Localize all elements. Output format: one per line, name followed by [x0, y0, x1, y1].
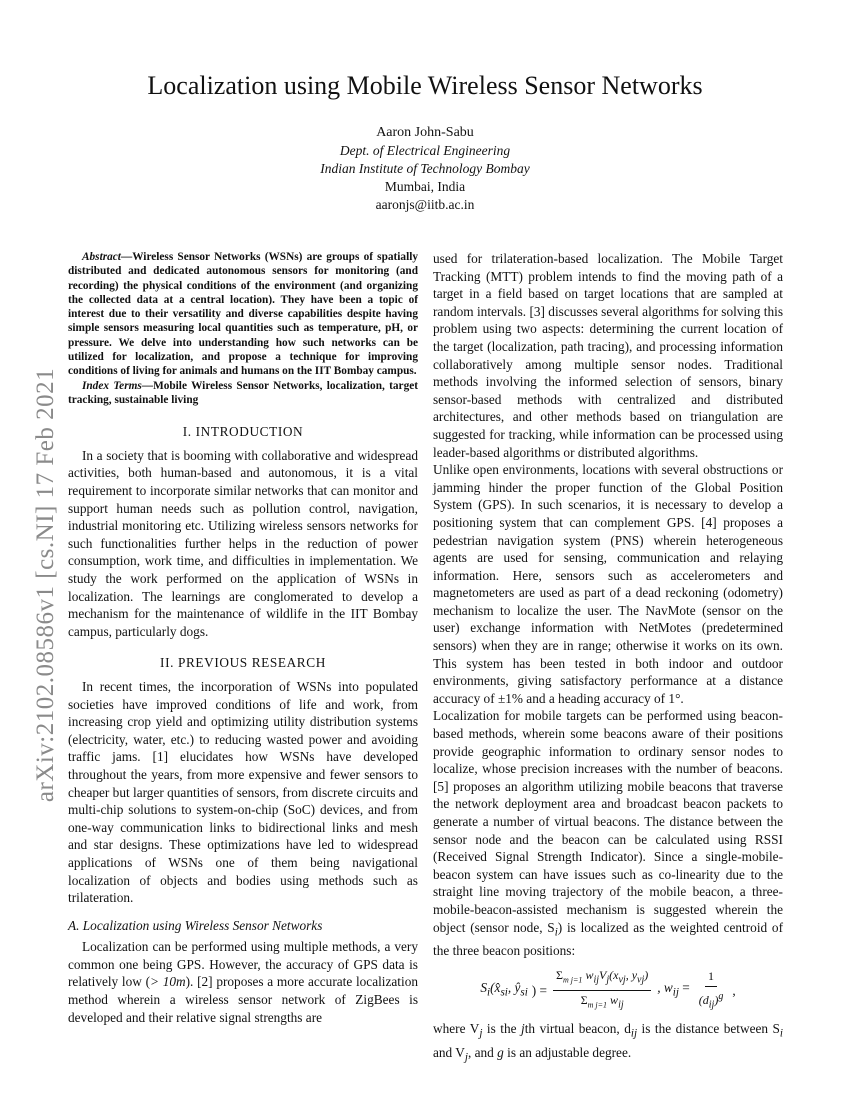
author-department: Dept. of Electrical Engineering — [339, 143, 511, 158]
abstract-lead: Abstract — [82, 251, 121, 263]
section-heading-introduction: I. INTRODUCTION — [182, 424, 304, 440]
beacon-text: Localization for mobile targets can be performed using beacon-based methods, wherein some beacons aware of their positions provide geographic information to ordinary sensor nodes to localize, whose precision increases with the number of beacons. [5] proposes an algorithm utilizing mobile beacons that traverse the network deployment area and broadcast beacon packets to generate a number of virtual beacons. The distance between the sensor node and the beacon can be calculated using RSSI (Received Signal Strength Indicator). Since a single-mobile-beacon system can have issues such as co-linearity due to the straight line moving trajectory of the mobile beacon, a three-mobile-beacon-assisted mechanism is suggested wherein the object (sensor node, S — [433, 708, 783, 935]
author-location: Mumbai, India — [384, 179, 466, 194]
eq-weight-denominator: $(d_{ij})^g$ — [698, 991, 724, 1011]
eq-fraction-weight — [696, 968, 727, 1015]
mtt-paragraph: used for trilateration-based localization. The Mobile Target Tracking (MTT) problem intends to find the moving path of a target in a field based on target locations that are sampled at random intervals. [3] discusses several algorithms for solving this problem using two aspects: determining the current location of the target (localization, path tracing), and processing information collaboratively among multiple sensor nodes. Traditional methods involving the informed selection of sensors, binary sensor-based methods with centralized and distributed architectures, and other methods based on triangulation are suggested for tracking, while information can be processed using leader-based algorithms or distributed algorithms. — [433, 251, 783, 460]
previous-research-paragraph: In recent times, the incorporation of WSNs into populated societies have improved conditions of life and work, from increasing crop yield and optimizing utility distribution systems (electricity, water, etc.) to reducing wasted power and avoiding traffic jams. [1] elucidates how WSNs have developed throughout the years, from more expensive and fewer sensors to cheaper but larger quantities of sensors, from discrete circuits and multi-chip solutions to system-on-chip (SoC) devices, and from one-way communication links to bidirectional links and mesh and star designs. These optimizations have led to widespread applications of WSNs one of them being navigational localization of objects and bodies using methods such as trilateration. — [68, 678, 418, 906]
pns-paragraph: Unlike open environments, locations with several obstructions or jamming hinder the proper function of the Global Position System (GPS). In such scenarios, it is necessary to develop a positioning system that can complement GPS. [4] proposes a pedestrian navigation system (PNS) wherein heterogeneous agents are used for sensing, communication and relaying information. Here, sensors such as accelerometers and magnetometers are used as part of a dead reckoning (odometry) mechanism to localize the user. The NavMote (sensor on the user) exchange information with NetMotes (predetermined sensors) when they are in range; otherwise it works on its own. This system has been tested in both indoor and outdoor environments, giving satisfactory performance at a distance accuracy of ±1% and a heading accuracy of 1°. — [433, 462, 783, 706]
introduction-paragraph: In a society that is booming with collaborative and widespread activities, both human-based and autonomous, it is a vital requirement to incorporate similar networks that can monitor and support human needs such as pollution control, navigation, industrial monitoring etc. Utilizing wireless sensors networks for such functionalities further helps in the reduction of power consumption, work time, and difficulties in implementation. We study the work performed on the application of WSNs in localization. The learnings are conglomerated to develop a mechanism for the maintenance of wildlife in the IIT Bombay campus, particularly dogs. — [68, 447, 418, 639]
eq-weight-def: , $w_{ij}$ = — [657, 980, 690, 999]
author-name: Aaron John-Sabu — [376, 125, 474, 140]
eq-trailing-comma: , — [732, 983, 736, 999]
localization-text-part2: ). [2] proposes a more accurate localization method wherein a wireless sensor network of ZigBees is developed and their relative signal strengths are — [68, 974, 418, 1025]
gps-accuracy-math: > 10m — [150, 974, 186, 990]
eq-equals: ) = — [531, 983, 548, 999]
abstract-text: —Wireless Sensor Networks (WSNs) are groups of spatially distributed and dedicated autonomous sensors for monitoring (and recording) the physical conditions of the environment (and organizing the collected data at a central location). They have been a topic of interest due to their versatility and diverse capabilities despite having simple sensors measuring local quantities such as temperature, pH, or pressure. We delve into understanding how such networks can be utilized for localization, and propose a technique for improving conditions of living for animals and humans on the IIT Bombay campus. — [68, 251, 418, 378]
section-heading-previous-research: II. PREVIOUS RESEARCH — [160, 655, 326, 671]
index-terms-text: —Mobile Wireless Sensor Networks, localization, target tracking, sustainable living — [68, 379, 418, 406]
index-terms — [68, 379, 418, 408]
index-terms-lead: Index Terms — [82, 379, 142, 392]
abstract — [68, 250, 418, 379]
eq-lhs: $S_i(x̂_{si}$, $ŷ_{si}$ — [480, 980, 528, 999]
beacon-paragraph — [433, 707, 783, 959]
paper-title: Localization using Mobile Wireless Sensor Networks — [147, 71, 703, 100]
eq-numerator: $\Sigma_{m j=1}$ $w_{ij}V_j(x_{vj}$, $y_{vj}$) — [553, 967, 651, 991]
localization-text-part1: Localization can be performed using multiple methods, a very common one being GPS. However, the accuracy of GPS data is relatively low ( — [68, 939, 418, 990]
author-email: aaronjs@iitb.ac.in — [375, 197, 475, 212]
localization-paragraph — [68, 938, 418, 1026]
eq-fraction-centroid — [553, 967, 651, 1014]
author-block — [225, 124, 625, 214]
beacon-text-end: ) is localized as the weighted centroid of the three beacon positions: — [433, 919, 783, 958]
eq-denominator: $\Sigma_{m j=1}$ $w_{ij}$ — [580, 993, 624, 1011]
left-column — [68, 250, 418, 1026]
eq-weight-numerator: 1 — [705, 968, 717, 988]
arxiv-identifier: arXiv:2102.08586v1 [cs.NI] 17 Feb 2021 — [32, 367, 59, 803]
weighted-centroid-equation — [433, 967, 783, 1014]
subsection-heading-localization: A. Localization using Wireless Sensor Networks — [68, 917, 323, 933]
right-column — [433, 250, 783, 1067]
equation-explanation: where $V_j$ is the jth virtual beacon, $d_{ij}$ is the distance between $S_i$ and $V_j$, and g is an adjustable degree. — [433, 1021, 783, 1064]
author-institute: Indian Institute of Technology Bombay — [320, 161, 530, 176]
beacon-text-sub: i — [554, 926, 558, 939]
